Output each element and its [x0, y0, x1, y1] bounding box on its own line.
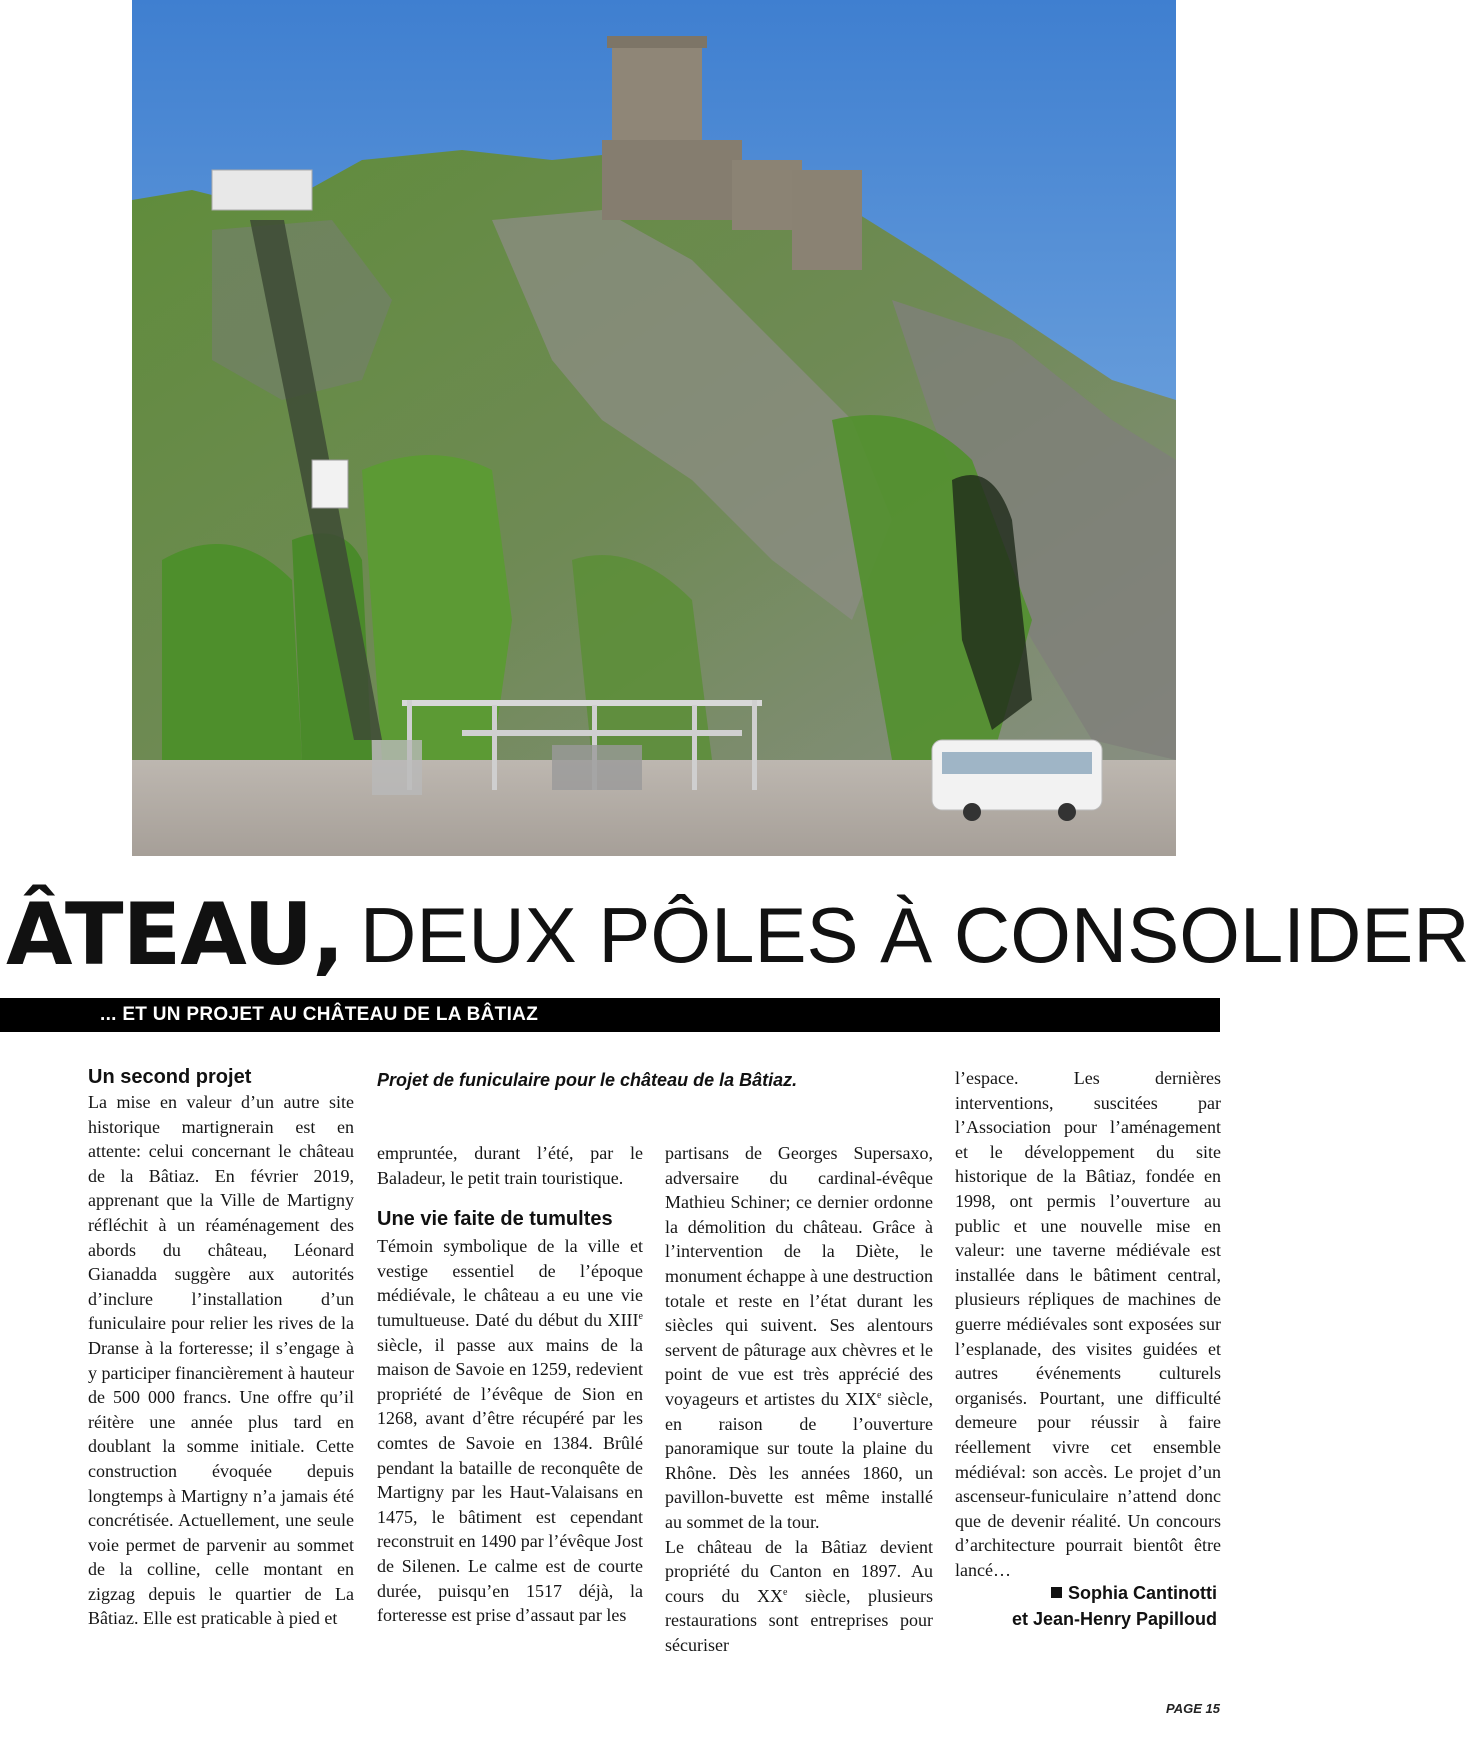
page-number: PAGE 15	[1166, 1701, 1220, 1716]
headline	[0, 880, 1470, 990]
headline-bold: ÂTEAU,	[6, 885, 344, 985]
column-3-sup-b: e	[783, 1586, 788, 1598]
column-3-text-c: Le château de la Bâtiaz devient propriété du Canton en 1897. Au cours du XX	[665, 1536, 933, 1606]
column-3-text-b: siècle, en raison de l’ouverture panoramique sur toute la plaine du Rhône. Dès les années 1860, un pavillon-buvette est même installé au sommet de la tour.	[665, 1388, 933, 1532]
column-4-text: l’espace. Les dernières interventions, suscitées par l’Association pour l’aménagement et le développement du site historique de la Bâtiaz, fondée en 1998, ont permis l’ouverture au public et une nouvelle mise en valeur: une taverne médiévale est installée dans le bâtiment central, plusieurs répliques de machines de guerre médiévales sont exposées sur l’esplanade, des visites guidées et autres événements culturels organisés. Pourtant, une difficulté demeure pour réussir à faire réellement vivre cet ensemble médiéval: son accès. Le projet d’un ascenseur-funiculaire n’attend donc que de devenir réalité. Un concours d’architecture pourrait bientôt être lancé…	[955, 1068, 1221, 1580]
column-2	[377, 1141, 643, 1628]
column-1	[88, 1064, 354, 1631]
subtitle-tumultes: Une vie faite de tumultes	[377, 1208, 613, 1231]
column-2-text-a: Témoin symbolique de la ville et vestige essentiel de l’époque médiévale, le château a eu une vie tumultueuse. Daté du début du XIII	[377, 1236, 643, 1330]
author-signature	[955, 1580, 1217, 1632]
column-3	[665, 1141, 933, 1657]
column-2-text-b: siècle, il passe aux mains de la maison de Savoie en 1259, redevient propriété de l’évêque de Sion en 1268, avant d’être récupéré par les comtes de Savoie en 1384. Brûlé pendant la bataille de reconquête de Martigny par les Haut-Valaisans en 1475, le bâtiment est cependant reconstruit en 1490 par l’évêque Jost de Silenen. Le calme est de courte durée, puisqu’en 1517 déjà, la forteresse est prise d’assaut par les	[377, 1334, 643, 1626]
column-3-text-a: partisans de Georges Supersaxo, adversaire du cardinal-évêque Mathieu Schiner; ce dernier ordonne la démolition du château. Grâce à l’intervention de la Diète, le monument échappe à une destruction totale et reste en l’état durant les siècles qui suivent. Ses alentours servent de pâturage aux chèvres et le point de vue est très apprécié des voyageurs et artistes du XIX	[665, 1143, 933, 1409]
column-4	[955, 1066, 1221, 1582]
column-3-sup-a: e	[877, 1389, 882, 1401]
column-2-sup: e	[638, 1310, 643, 1322]
square-bullet-icon	[1051, 1587, 1062, 1598]
column-3-text-1	[665, 1141, 933, 1535]
column-2-text-top: empruntée, durant l’été, par le Baladeur, le petit train touristique.	[377, 1143, 643, 1188]
signature-line-2: et Jean-Henry Papilloud	[1011, 1609, 1217, 1629]
column-3-text-d: siècle, plusieurs restaurations sont entreprises pour sécuriser	[665, 1585, 933, 1655]
section-bar	[0, 998, 1220, 1032]
photo-caption: Projet de funiculaire pour le château de la Bâtiaz.	[377, 1070, 798, 1090]
signature-author-1: Sophia Cantinotti	[1068, 1583, 1217, 1603]
signature-line-1	[955, 1580, 1217, 1606]
castle-funicular-photo	[132, 0, 1176, 856]
subtitle-second-project: Un second projet	[88, 1066, 252, 1088]
castle-funicular-photo-icon	[132, 0, 1176, 856]
section-bar-text: ... ET UN PROJET AU CHÂTEAU DE LA BÂTIAZ	[100, 1004, 539, 1025]
column-2-text	[377, 1234, 643, 1628]
column-1-text: La mise en valeur d’un autre site historique martignerain est en attente: celui concernant le château de la Bâtiaz. En février 2019, apprenant que la Ville de Martigny réfléchit à un réaménagement des abords du château, Léonard Gianadda suggère aux autorités d’inclure l’installation d’un funiculaire pour relier les rives de la Dranse à la forteresse; il s’engage à y participer financièrement à hauteur de 500 000 francs. Une offre qu’il réitère une année plus tard en doublant la somme initiale. Cette construction évoquée depuis longtemps à Martigny n’a jamais été concrétisée. Actuellement, une seule voie permet de parvenir au sommet de la colline, celle montant en zigzag depuis le quartier de La Bâtiaz. Elle est praticable à pied et	[88, 1092, 354, 1629]
headline-light: DEUX PÔLES À CONSOLIDER	[360, 891, 1470, 979]
column-3-text-2	[665, 1535, 933, 1658]
